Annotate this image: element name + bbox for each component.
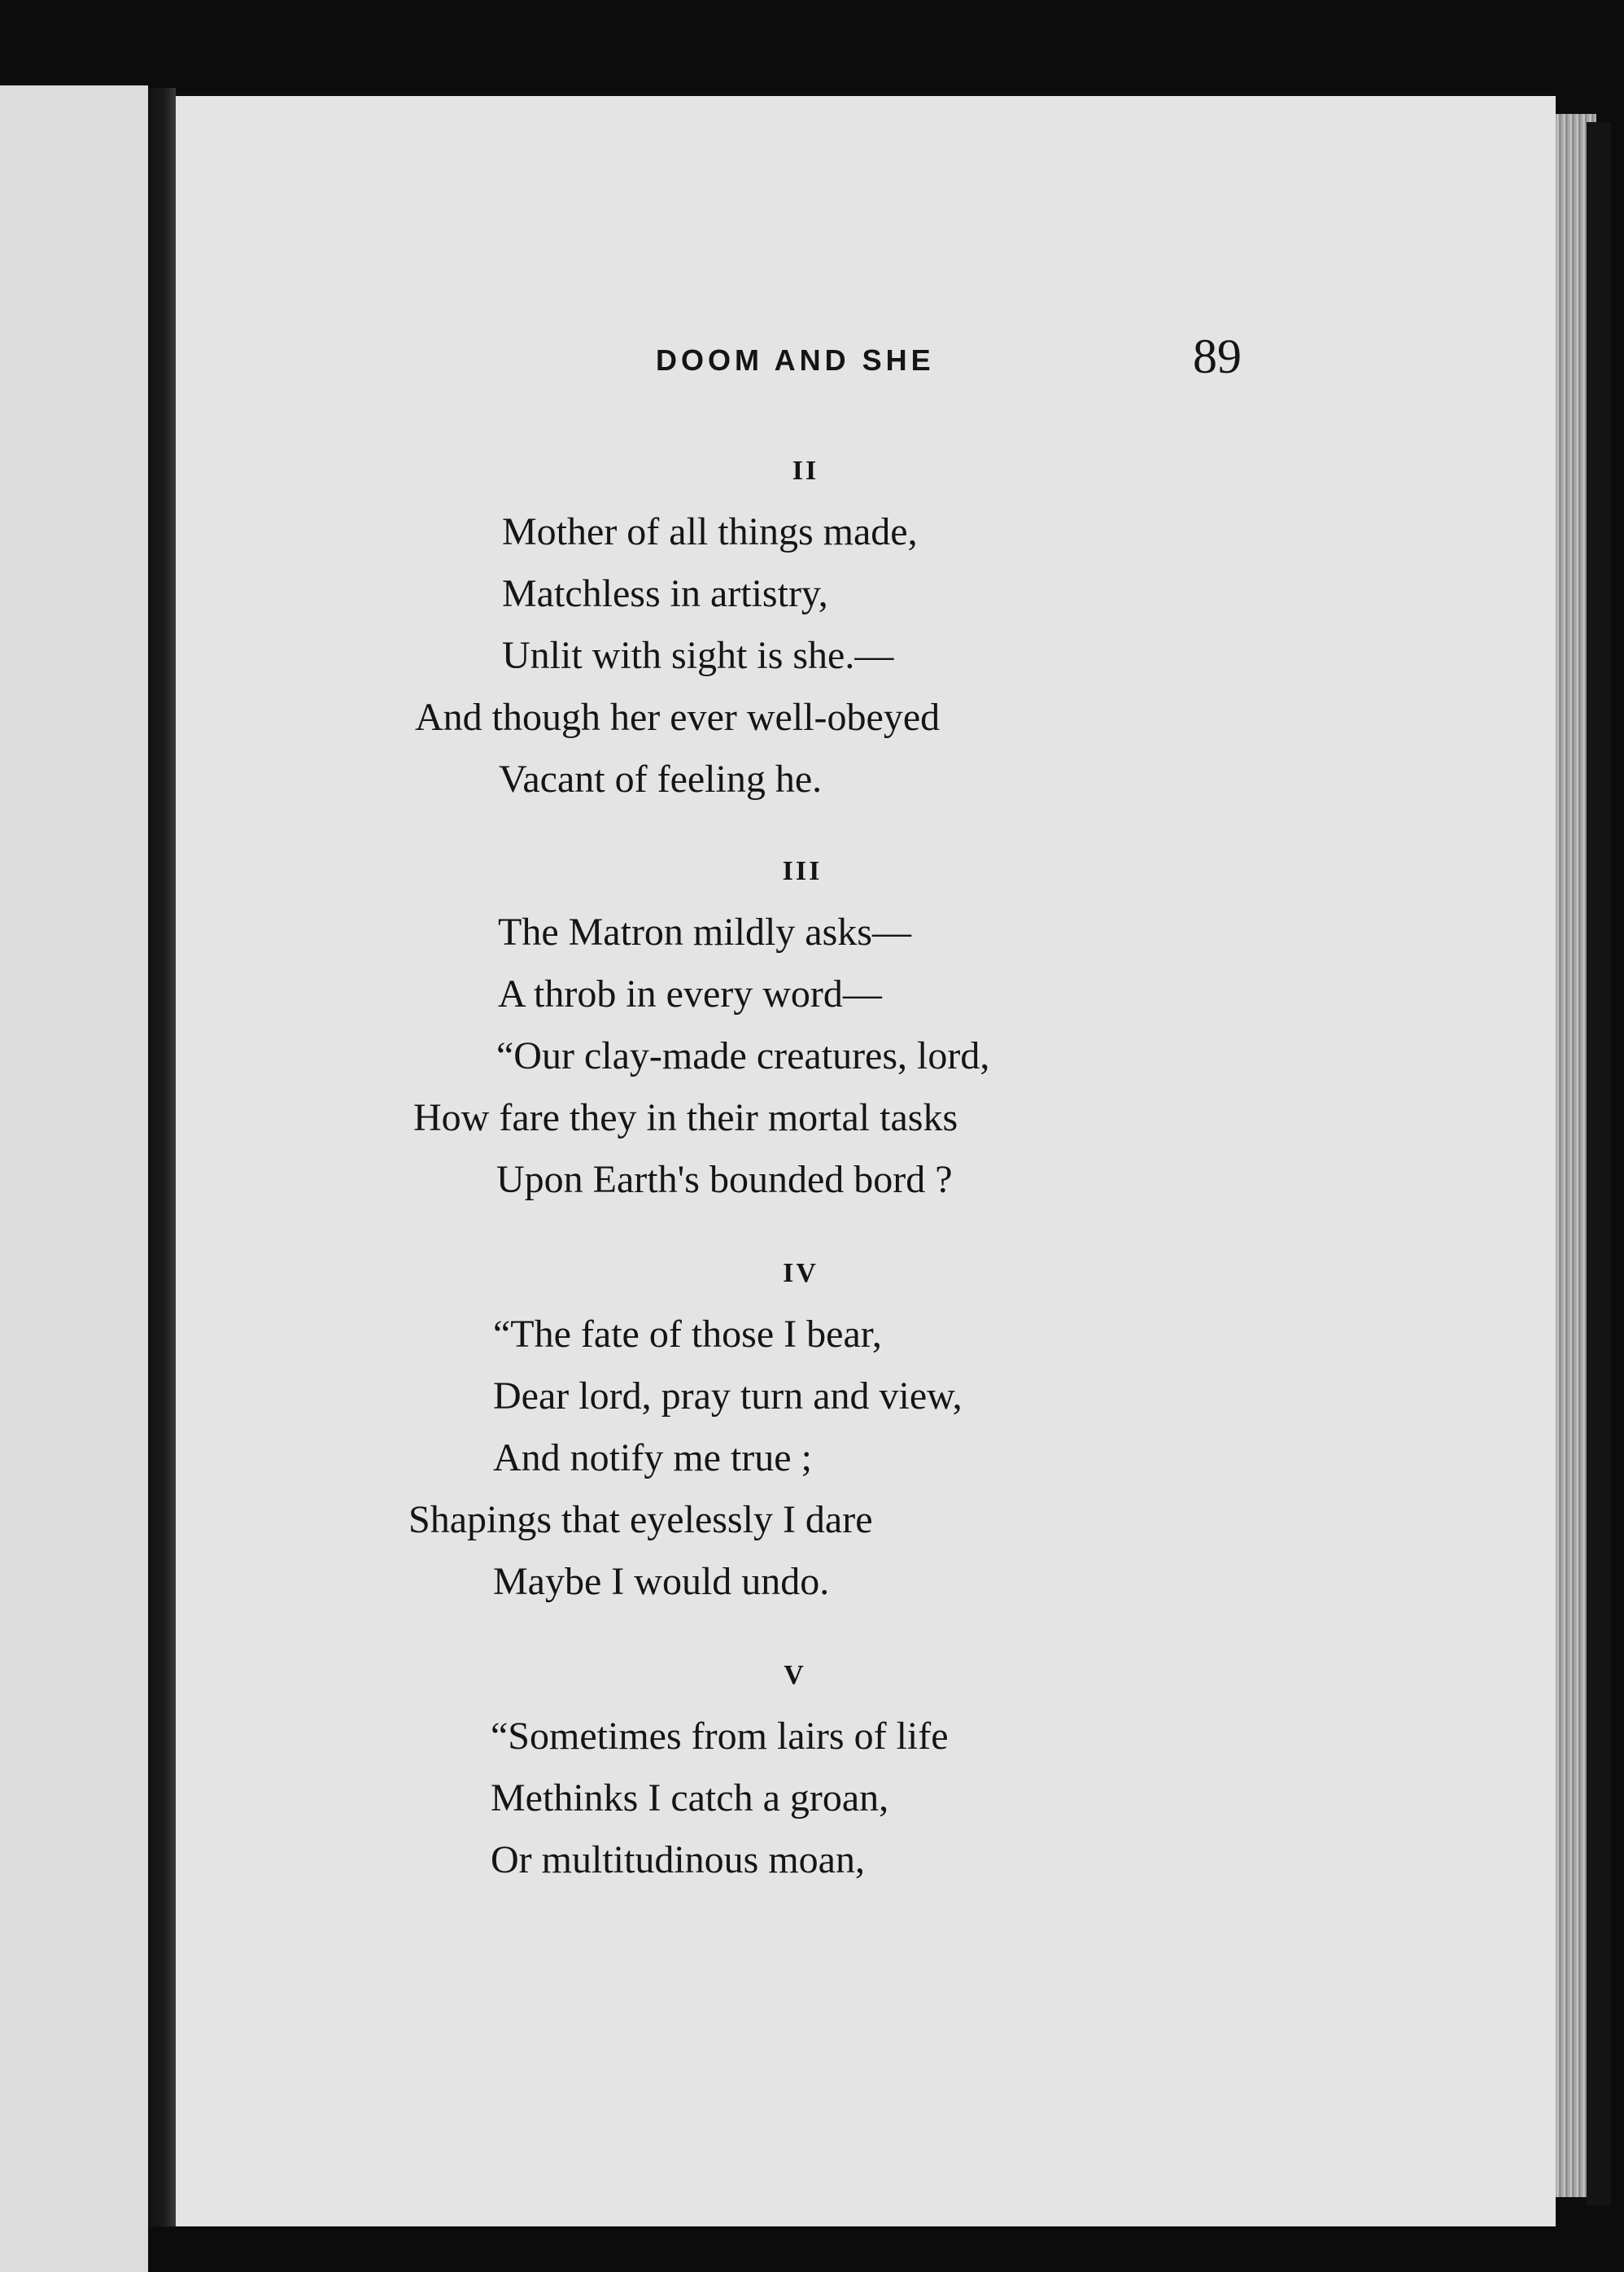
running-head: DOOM AND SHE — [656, 343, 935, 377]
verse-line: Matchless in artistry, — [502, 572, 828, 615]
verse-line: How fare they in their mortal tasks — [413, 1096, 958, 1139]
stanza-number: IV — [783, 1258, 819, 1288]
verse-line: Methinks I catch a groan, — [491, 1776, 889, 1820]
verse-line: Mother of all things made, — [502, 510, 918, 553]
verse-line: Vacant of feeling he. — [499, 758, 823, 801]
verse-line: “The fate of those I bear, — [493, 1313, 882, 1356]
verse-line: “Our clay-made creatures, lord, — [496, 1034, 990, 1077]
stanza-number: V — [784, 1660, 806, 1690]
verse-line: Upon Earth's bounded bord ? — [496, 1158, 953, 1201]
verse-line: Maybe I would undo. — [493, 1560, 830, 1603]
cover-edge — [1587, 122, 1611, 2205]
page-number: 89 — [1193, 330, 1242, 383]
book-spine-gutter — [148, 88, 176, 2226]
verse-line: Unlit with sight is she.— — [502, 634, 894, 677]
verse-line: “Sometimes from lairs of life — [491, 1715, 949, 1758]
verse-line: And though her ever well-obeyed — [415, 696, 941, 739]
stanza-number: III — [782, 856, 823, 886]
facing-page-edge — [0, 85, 148, 2272]
verse-line: Or multitudinous moan, — [491, 1838, 865, 1881]
verse-line: The Matron mildly asks— — [498, 911, 911, 954]
stanza-number: II — [792, 456, 819, 486]
verse-line: Shapings that eyelessly I dare — [408, 1498, 873, 1541]
verse-line: And notify me true ; — [493, 1436, 812, 1479]
verse-line: Dear lord, pray turn and view, — [493, 1374, 963, 1418]
verse-line: A throb in every word— — [498, 972, 882, 1016]
